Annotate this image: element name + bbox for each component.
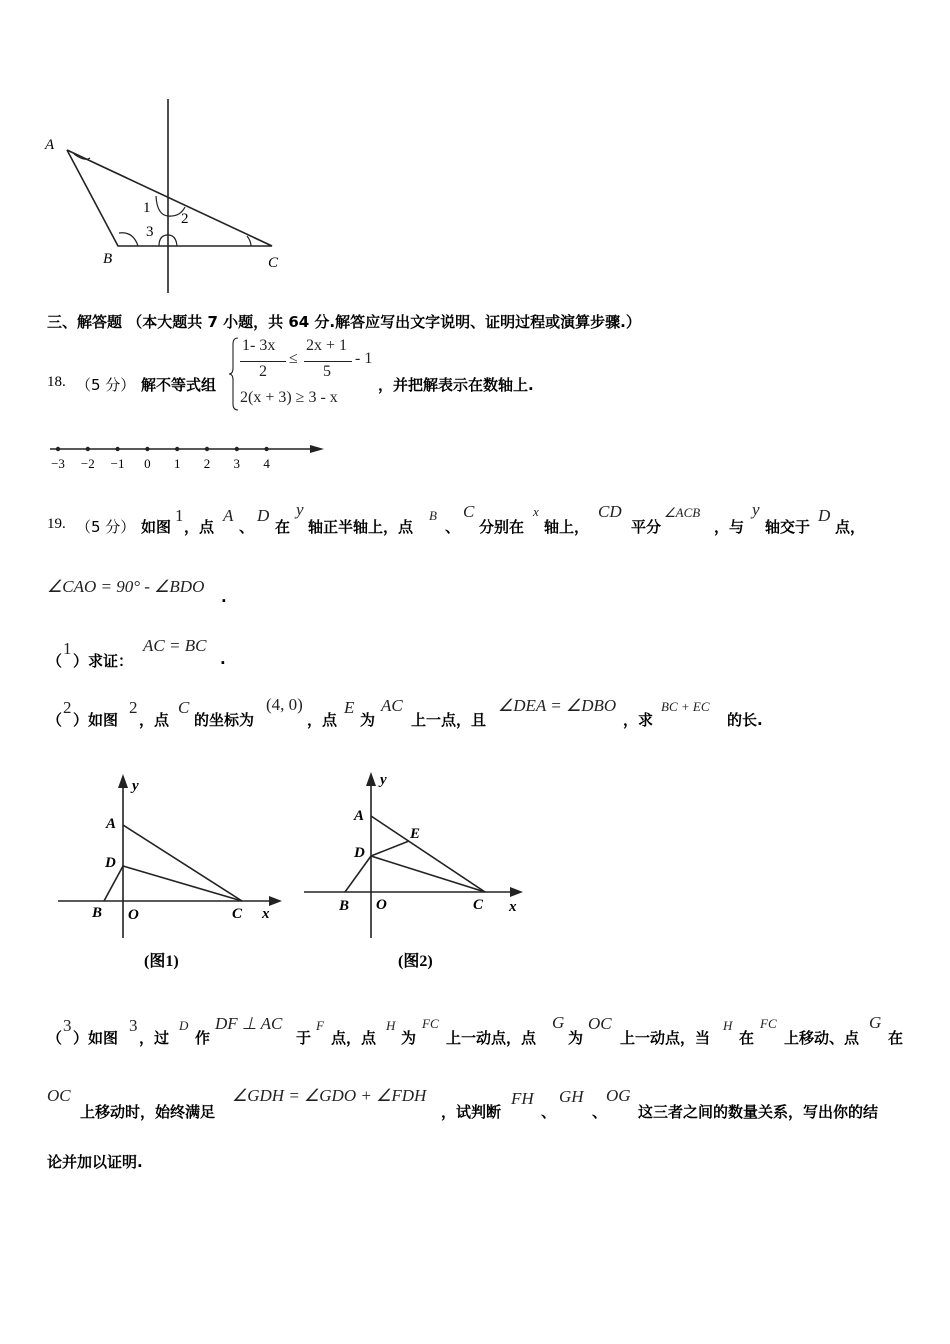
q19-part3-line1 xyxy=(47,1013,927,1049)
label-1: 1 xyxy=(143,200,151,216)
part3-text: 为 xyxy=(401,1029,417,1047)
fig1-label-D: D xyxy=(105,855,116,871)
number-line xyxy=(40,438,330,474)
q19-sep: 、 xyxy=(239,518,255,536)
fig2-label-C: C xyxy=(473,897,484,913)
fig2-label-A: A xyxy=(354,808,365,824)
q19-text: 点， xyxy=(835,518,866,536)
q19-text: 分别在 xyxy=(479,518,525,536)
q19-line1 xyxy=(47,500,927,543)
part2-point-C: C xyxy=(178,698,190,717)
part3-number: 3 xyxy=(63,1016,72,1035)
q19-point-D: D xyxy=(257,506,270,525)
fig1-label-C: C xyxy=(232,906,243,922)
part3-segment-OG: OG xyxy=(606,1086,631,1105)
part3-text: ）如图 xyxy=(73,1029,119,1047)
q19-part3-line2 xyxy=(47,1086,927,1122)
part3-text: 上一动点，当 xyxy=(620,1029,711,1047)
q19-text: ，与 xyxy=(714,518,745,536)
q19-condition: ∠CAO = 90° - ∠BDO xyxy=(47,577,205,596)
q19-text: 轴上， xyxy=(544,518,590,536)
part1-number: 1 xyxy=(63,639,72,658)
part2-segment-AC: AC xyxy=(381,696,403,715)
fig2-label-B: B xyxy=(339,898,350,914)
q19-part1 xyxy=(47,636,347,670)
q18-score: （5 分） xyxy=(76,376,136,394)
number-line-label: 2 xyxy=(203,456,211,471)
fig2-label-O: O xyxy=(376,897,387,913)
q19-text: 轴交于 xyxy=(765,518,811,536)
q19-number: 19. xyxy=(47,516,66,532)
part3-text: 点，点 xyxy=(331,1029,377,1047)
fig2-caption: (图2) xyxy=(398,953,433,970)
fig1-label-A: A xyxy=(106,816,117,832)
q19-axis-x: x xyxy=(533,504,539,519)
part3-text: 为 xyxy=(568,1029,584,1047)
number-line-tick xyxy=(115,447,119,451)
figure-2 xyxy=(298,768,533,978)
ineq1-tail: - 1 xyxy=(355,350,373,367)
number-line-tick xyxy=(205,447,209,451)
number-line-label: 3 xyxy=(233,456,241,471)
fig1-label-x: x xyxy=(262,906,270,922)
part3-segment-FC: FC xyxy=(760,1016,777,1031)
part2-text: ，点 xyxy=(307,711,338,729)
q19-fig-ref: 1 xyxy=(175,506,184,525)
part3-text: 于 xyxy=(296,1029,312,1047)
inequality-brace xyxy=(228,336,240,412)
q19-point-C: C xyxy=(463,502,475,521)
q19-text: 如图 xyxy=(141,518,172,536)
part3-text: 在 xyxy=(739,1029,755,1047)
number-line-tick xyxy=(56,447,60,451)
q19-text: 在 xyxy=(275,518,291,536)
label-C: C xyxy=(268,255,279,271)
q19-score: （5 分） xyxy=(76,518,136,536)
fig2-label-y: y xyxy=(380,772,387,788)
part2-text: 的长. xyxy=(727,711,763,729)
part3-segment-OC: OC xyxy=(588,1014,612,1033)
part3-point-F: F xyxy=(316,1018,324,1033)
part3-segment-FH: FH xyxy=(511,1089,534,1108)
figure-1 xyxy=(52,768,287,978)
part2-fig-ref: 2 xyxy=(129,698,138,717)
q19-text: 轴正半轴上，点 xyxy=(308,518,414,536)
triangle-figure xyxy=(40,95,290,300)
fig1-label-O: O xyxy=(128,907,139,923)
part3-point-H: H xyxy=(386,1018,396,1033)
number-line-tick xyxy=(175,447,179,451)
part3-point-H: H xyxy=(723,1018,733,1033)
part1-text: ）求证： xyxy=(73,652,134,670)
ineq1-rhs-bar xyxy=(304,361,352,362)
part3-text: 在 xyxy=(888,1029,904,1047)
label-2: 2 xyxy=(181,211,189,227)
part3-text: 上移动、点 xyxy=(784,1029,860,1047)
part3-sep: 、 xyxy=(541,1103,557,1121)
part1-open: （ xyxy=(47,652,63,670)
number-line-label: 0 xyxy=(144,456,151,471)
ineq1-lhs-denominator: 2 xyxy=(259,363,267,380)
part2-coordinate: (4, 0) xyxy=(266,695,303,714)
q19-part3-line3: 论并加以证明. xyxy=(47,1153,143,1171)
q18-prompt: 解不等式组 xyxy=(141,376,217,394)
part1-dot: . xyxy=(220,650,226,668)
number-line-label: −3 xyxy=(51,456,65,471)
q19-sep: 、 xyxy=(445,518,461,536)
fig2-label-D: D xyxy=(354,845,365,861)
fig1-caption: (图1) xyxy=(144,953,179,970)
part2-text: ，点 xyxy=(139,711,170,729)
part2-expression: BC + EC xyxy=(661,699,710,714)
part2-text: ，求 xyxy=(623,711,654,729)
part3-text: 上移动时，始终满足 xyxy=(80,1103,216,1121)
part2-condition: ∠DEA = ∠DBO xyxy=(498,696,617,715)
ineq1-rhs-denominator: 5 xyxy=(323,363,331,380)
q19-CD: CD xyxy=(598,502,622,521)
ineq1-relation: ≤ xyxy=(289,350,298,367)
label-B: B xyxy=(103,251,113,267)
fig1-label-y: y xyxy=(132,778,139,794)
part2-open: （ xyxy=(47,711,63,729)
part3-sep: 、 xyxy=(592,1103,608,1121)
q19-text: 平分 xyxy=(631,518,662,536)
number-line-label: 4 xyxy=(263,456,270,471)
part3-condition: ∠GDH = ∠GDO + ∠FDH xyxy=(232,1086,427,1105)
q19-axis-y: y xyxy=(752,500,760,519)
part3-perpendicular: DF ⊥ AC xyxy=(215,1014,283,1033)
q19-condition-dot: . xyxy=(221,588,227,606)
part3-fig-ref: 3 xyxy=(129,1016,138,1035)
part2-text: ）如图 xyxy=(73,711,119,729)
number-line-label: 1 xyxy=(173,456,181,471)
q19-angle-ACB: ∠ACB xyxy=(664,505,701,520)
part3-point-D: D xyxy=(179,1018,189,1033)
q19-point-D: D xyxy=(818,506,831,525)
q19-part2 xyxy=(47,695,847,731)
ineq1-lhs-numerator: 1- 3x xyxy=(242,337,276,354)
q19-text: ，点 xyxy=(184,518,215,536)
ineq1-rhs-numerator: 2x + 1 xyxy=(306,337,348,354)
number-line-tick xyxy=(86,447,90,451)
part2-number: 2 xyxy=(63,698,72,717)
part3-point-G: G xyxy=(869,1013,882,1032)
q18-number: 18. xyxy=(47,374,66,390)
part2-text: 上一点，且 xyxy=(411,711,487,729)
part3-text: ，过 xyxy=(139,1029,170,1047)
fig2-label-E: E xyxy=(410,826,421,842)
ineq1-lhs-bar xyxy=(240,361,286,362)
number-line-tick xyxy=(235,447,239,451)
number-line-label: −2 xyxy=(80,456,95,471)
part2-text: 的坐标为 xyxy=(194,711,255,729)
q19-point-B: B xyxy=(429,508,437,523)
label-3: 3 xyxy=(146,224,154,240)
number-line-tick xyxy=(264,447,268,451)
part3-segment-FC: FC xyxy=(422,1016,439,1031)
part2-point-E: E xyxy=(344,698,355,717)
q19-point-A: A xyxy=(223,506,234,525)
fig1-label-B: B xyxy=(92,905,103,921)
part3-text: ，试判断 xyxy=(441,1103,502,1121)
part3-text: 上一动点，点 xyxy=(446,1029,537,1047)
part3-text: 作 xyxy=(195,1029,211,1047)
fig2-label-x: x xyxy=(509,899,517,915)
part3-open: （ xyxy=(47,1029,63,1047)
ineq2: 2(x + 3) ≥ 3 - x xyxy=(240,389,338,406)
q18-tail: ，并把解表示在数轴上. xyxy=(378,376,534,394)
part3-segment-OC: OC xyxy=(47,1086,71,1105)
part2-text: 为 xyxy=(360,711,376,729)
part3-segment-GH: GH xyxy=(559,1087,584,1106)
part3-text: 这三者之间的数量关系，写出你的结 xyxy=(638,1103,879,1121)
q19-axis-y: y xyxy=(296,500,304,519)
number-line-label: −1 xyxy=(110,456,125,471)
number-line-tick xyxy=(145,447,149,451)
section-heading: 三、解答题 （本大题共 7 小题，共 64 分.解答应写出文字说明、证明过程或演算步骤.） xyxy=(47,313,641,331)
part1-equation: AC = BC xyxy=(143,636,207,655)
part3-point-G: G xyxy=(552,1013,565,1032)
label-A: A xyxy=(45,137,55,153)
